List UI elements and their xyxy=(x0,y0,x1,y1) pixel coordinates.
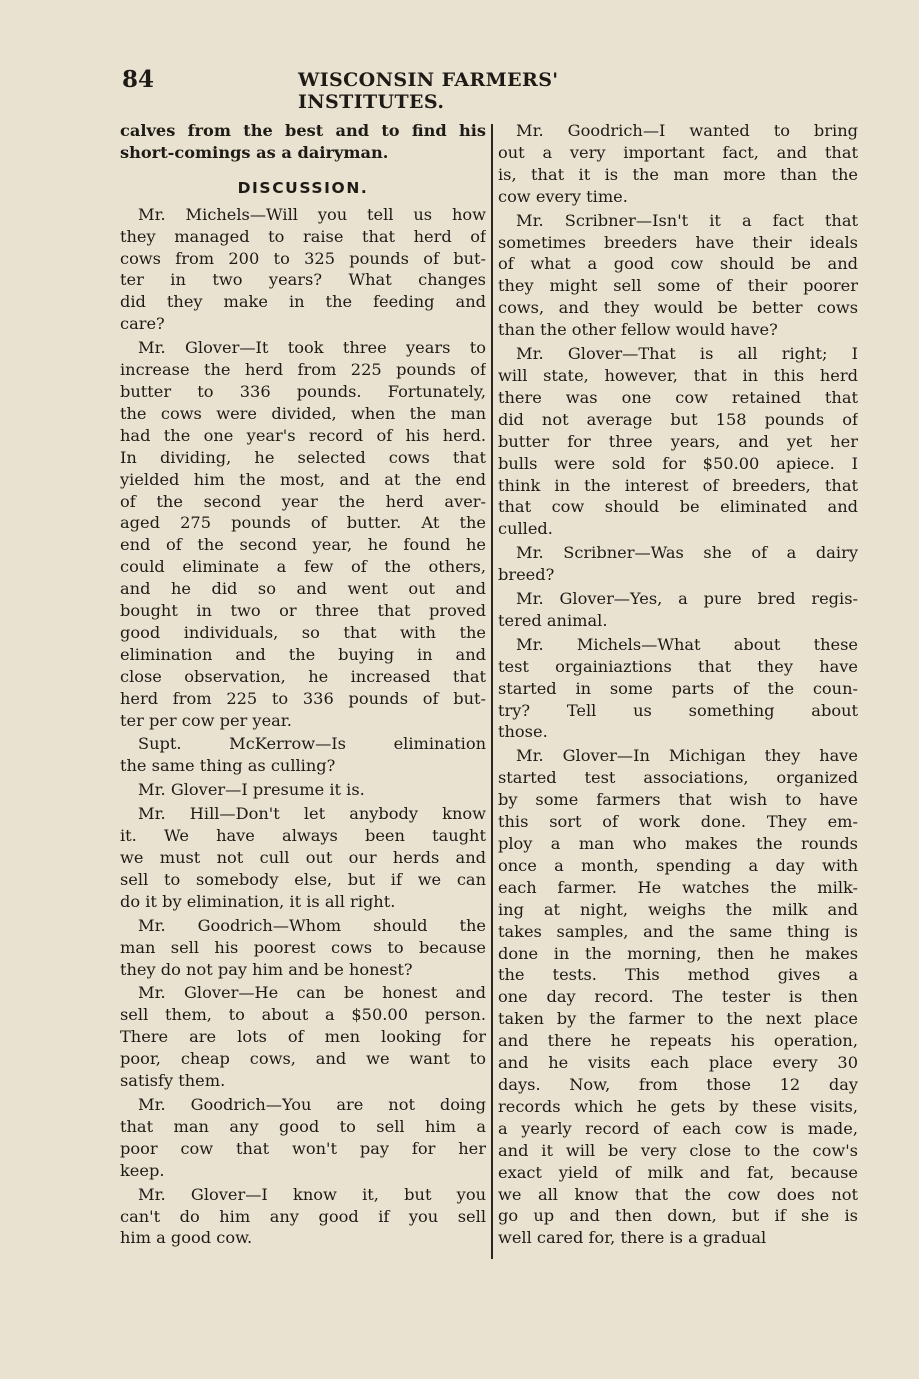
text-line: go up and then down, but if she is xyxy=(498,1206,858,1226)
text-line: will state, however, that in this herd xyxy=(498,365,858,385)
text-line: takes samples, and the same thing is xyxy=(498,921,858,941)
text-line: poor cow that won't pay for her xyxy=(120,1138,486,1158)
text-line: this sort of work done. They em- xyxy=(498,812,858,832)
text-line: good individuals, so that with the xyxy=(120,622,486,642)
text-line: breed? xyxy=(498,565,555,585)
text-line: that man any good to sell him a xyxy=(120,1116,486,1136)
text-line: sell to somebody else, but if we can xyxy=(120,869,486,889)
paragraph xyxy=(120,204,486,335)
text-line: cow every time. xyxy=(498,186,628,206)
paragraph xyxy=(120,337,486,731)
paragraph xyxy=(120,915,486,981)
text-line: Mr. Glover—I presume it is. xyxy=(138,780,365,800)
text-line: cows from 200 to 325 pounds of but- xyxy=(120,248,486,268)
text-line: and he did so and went out and xyxy=(120,579,486,599)
text-line: There are lots of men looking for xyxy=(120,1027,486,1047)
text-line: each farmer. He watches the milk- xyxy=(498,877,858,897)
text-line: Mr. Glover—It took three years to xyxy=(138,338,486,358)
page-header xyxy=(122,66,692,113)
text-line: can't do him any good if you sell xyxy=(120,1206,486,1226)
text-line: calves from the best and to find his xyxy=(120,121,486,140)
text-line: Supt. McKerrow—Is elimination xyxy=(138,734,486,754)
paragraph xyxy=(498,343,858,540)
paragraph xyxy=(498,120,858,208)
page-number: 84 xyxy=(122,66,155,93)
text-line: cows, and they would be better cows xyxy=(498,298,858,318)
text-line: butter for three years, and yet her xyxy=(498,431,858,451)
text-line: the tests. This method gives a xyxy=(498,965,858,985)
text-line: Mr. Goodrich—Whom should the xyxy=(138,915,486,935)
text-line: those. xyxy=(498,722,548,742)
text-line: and he visits each place every 30 xyxy=(498,1053,858,1073)
text-line: it. We have always been taught xyxy=(120,826,486,846)
text-line: ter in two years? What changes xyxy=(120,270,486,290)
text-line: ter per cow per year. xyxy=(120,710,292,730)
text-line: a yearly record of each cow is made, xyxy=(498,1118,858,1138)
text-line: started test associations, organized xyxy=(498,768,858,788)
paragraph xyxy=(498,745,858,1249)
text-line: exact yield of milk and fat, because xyxy=(498,1162,858,1182)
text-line: started in some parts of the coun- xyxy=(498,678,858,698)
text-line: end of the second year, he found he xyxy=(120,535,486,555)
text-line: Mr. Glover—He can be honest and xyxy=(138,983,486,1003)
text-line: Mr. Scribner—Was she of a dairy xyxy=(516,543,858,563)
paragraph xyxy=(120,982,486,1092)
text-line: close observation, he increased that xyxy=(120,666,486,686)
text-line: aged 275 pounds of butter. At the xyxy=(120,513,486,533)
text-line: one day record. The tester is then xyxy=(498,987,858,1007)
text-line: and it will be very close to the cow's xyxy=(498,1140,858,1160)
text-line: of the second year the herd aver- xyxy=(120,491,486,511)
text-line: try? Tell us something about xyxy=(498,700,858,720)
text-line: had the one year's record of his herd. xyxy=(120,425,486,445)
text-line: Mr. Goodrich—You are not doing xyxy=(138,1094,486,1114)
text-line: they might sell some of their poorer xyxy=(498,276,858,296)
text-line: could eliminate a few of the others, xyxy=(120,557,486,577)
paragraph xyxy=(498,588,858,632)
text-line: butter to 336 pounds. Fortunately, xyxy=(120,381,486,401)
text-line: sometimes breeders have their ideals xyxy=(498,232,858,252)
section-heading: DISCUSSION. xyxy=(237,178,369,197)
text-line: did not average but 158 pounds of xyxy=(498,409,858,429)
text-line: herd from 225 to 336 pounds of but- xyxy=(120,688,486,708)
intro-paragraph xyxy=(120,120,486,164)
text-line: did they make in the feeding and xyxy=(120,292,486,312)
text-line: we all know that the cow does not xyxy=(498,1184,858,1204)
text-line: yielded him the most, and at the end xyxy=(120,469,486,489)
text-line: taken by the farmer to the next place xyxy=(498,1009,858,1029)
text-line: that cow should be eliminated and xyxy=(498,497,858,517)
text-line: sell them, to about a $50.00 person. xyxy=(120,1005,486,1025)
text-line: ploy a man who makes the rounds xyxy=(498,834,858,853)
text-line: there was one cow retained that xyxy=(498,387,858,407)
text-line: the same thing as culling? xyxy=(120,756,336,776)
left-column xyxy=(120,120,486,1251)
paragraph xyxy=(120,733,486,777)
text-line: think in the interest of breeders, that xyxy=(498,475,858,495)
text-line: test orgainiaztions that they have xyxy=(498,656,858,676)
text-line: done in the morning, then he makes xyxy=(498,943,858,963)
text-line: records which he gets by these visits, xyxy=(498,1096,858,1116)
text-line: Mr. Goodrich—I wanted to bring xyxy=(516,121,858,140)
text-line: and there he repeats his operation, xyxy=(498,1031,858,1051)
paragraph xyxy=(498,542,858,586)
text-line: Mr. Scribner—Isn't it a fact that xyxy=(516,210,858,230)
text-line: is, that it is the man more than the xyxy=(498,164,858,184)
paragraph xyxy=(120,779,486,801)
text-line: once a month, spending a day with xyxy=(498,855,858,875)
text-line: satisfy them. xyxy=(120,1071,226,1091)
column-divider xyxy=(491,124,493,1259)
text-line: Mr. Hill—Don't let anybody know xyxy=(138,804,486,824)
text-line: of what a good cow should be and xyxy=(498,254,858,274)
text-line: poor, cheap cows, and we want to xyxy=(120,1049,486,1069)
text-line: Mr. Glover—I know it, but you xyxy=(138,1184,486,1204)
text-line: than the other fellow would have? xyxy=(498,320,778,340)
text-line: increase the herd from 225 pounds of xyxy=(120,360,486,380)
text-line: well cared for, there is a gradual xyxy=(498,1228,767,1248)
text-line: Mr. Glover—In Michigan they have xyxy=(516,746,858,766)
text-line: him a good cow. xyxy=(120,1228,253,1248)
text-line: Mr. Glover—Yes, a pure bred regis- xyxy=(516,589,858,609)
text-line: keep. xyxy=(120,1160,165,1180)
paragraph xyxy=(498,210,858,341)
text-line: man sell his poorest cows to because xyxy=(120,937,486,957)
text-line: the cows were divided, when the man xyxy=(120,403,486,423)
text-line: they managed to raise that herd of xyxy=(120,226,486,246)
text-line: we must not cull out our herds and xyxy=(120,848,486,867)
text-line: tered animal. xyxy=(498,610,608,630)
text-line: elimination and the buying in and xyxy=(120,644,486,664)
text-line: bulls were sold for $50.00 apiece. I xyxy=(498,453,858,473)
text-line: In dividing, he selected cows that xyxy=(120,447,486,467)
text-line: bought in two or three that proved xyxy=(120,601,486,621)
text-line: Mr. Michels—Will you tell us how xyxy=(138,204,486,224)
text-line: culled. xyxy=(498,519,553,539)
right-column xyxy=(498,120,858,1251)
paragraph xyxy=(120,803,486,913)
text-line: Mr. Glover—That is all right; I xyxy=(516,344,858,364)
text-line: days. Now, from those 12 day xyxy=(498,1074,858,1094)
paragraph xyxy=(498,634,858,744)
running-head: WISCONSIN FARMERS' INSTITUTES. xyxy=(298,69,559,113)
paragraph xyxy=(120,1184,486,1250)
text-line: Mr. Michels—What about these xyxy=(516,634,858,654)
text-line: by some farmers that wish to have xyxy=(498,790,858,810)
text-line: care? xyxy=(120,314,165,334)
text-line: ing at night, weighs the milk and xyxy=(498,899,858,919)
text-line: do it by elimination, it is all right. xyxy=(120,891,396,911)
text-line: they do not pay him and be honest? xyxy=(120,959,413,979)
text-line: out a very important fact, and that xyxy=(498,142,858,162)
paragraph xyxy=(120,1094,486,1182)
text-line: short-comings as a dairyman. xyxy=(120,142,389,162)
